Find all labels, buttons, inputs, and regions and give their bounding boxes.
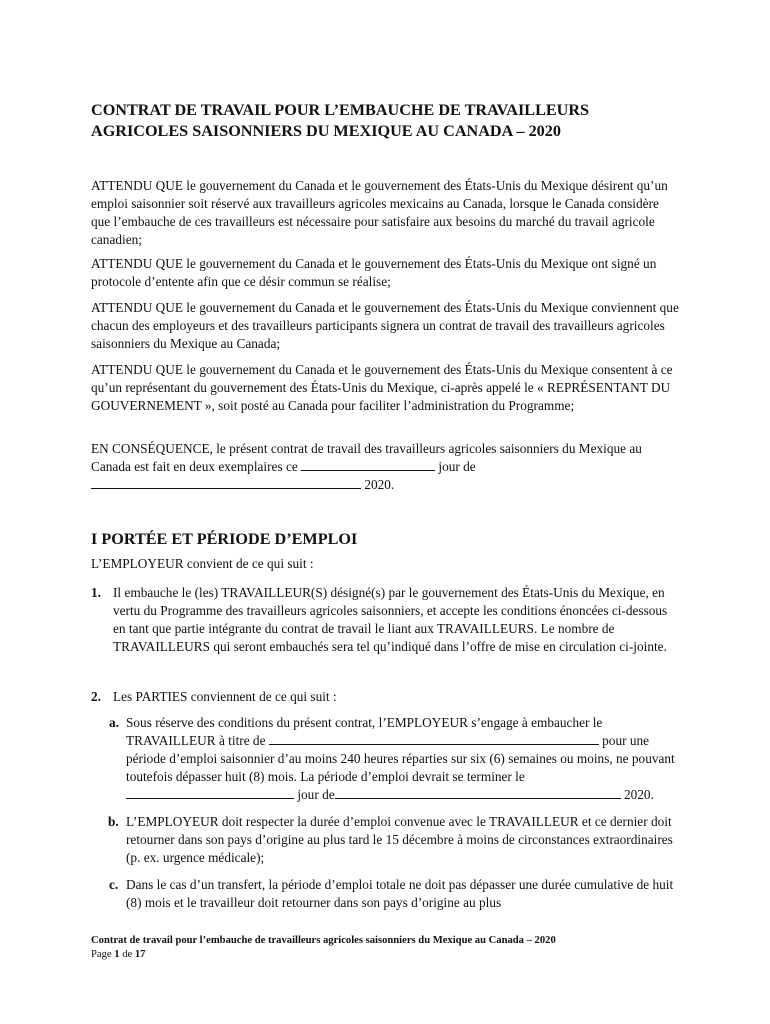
item-1-number: 1. [91,585,101,600]
item-b-letter: b. [108,814,119,829]
page-total: 17 [134,949,146,960]
item-1-text: Il embauche le (les) TRAVAILLEUR(S) désigné(s) par le gouvernement des États-Unis du Mexique, en vertu du Programme des travailleurs agricoles saisonniers, et accepte les conditions énoncées ci-dessous en tant que partie intégrante du contrat de travail le liant aux TRAVAILLEURS. Le nombre de TRAVAILLEURS qui seront embauchés sera tel qu’indiqué dans l’offre de mise en circulation ci-jointe. [113,585,668,654]
item-2-number: 2. [91,689,101,704]
blank-month-line [91,477,361,489]
blank-end-day-line [126,787,294,799]
preamble-paragraph-3: ATTENDU QUE le gouvernement du Canada et le gouvernement des États-Unis du Mexique conviennent que chacun des employeurs et des travailleurs participants signera un contrat de travail des travailleurs agricoles saisonniers du Mexique au Canada; [91,300,679,351]
page-number [91,948,691,962]
preamble-paragraph-1: ATTENDU QUE le gouvernement du Canada et le gouvernement des États-Unis du Mexique désirent qu’un emploi saisonnier soit réservé aux travailleurs agricoles mexicains au Canada, lorsque le Canada considère que l’embauche de ces travailleurs est nécessaire pour satisfaire aux besoins du marché du travail agricole canadien; [91,178,668,247]
preamble-5-text-c: 2020. [364,477,395,492]
of-word: de [122,949,133,960]
item-a-part-3: jour de [297,787,335,802]
item-a-part-4: 2020. [623,787,654,802]
item-a-text [126,714,686,804]
section-intro: L’EMPLOYEUR convient de ce qui suit : [91,556,314,571]
document-title [91,100,691,142]
blank-job-title-line [269,733,599,745]
title-line-1: CONTRAT DE TRAVAIL POUR L’EMBAUCHE DE TRAVAILLEURS [91,101,590,119]
preamble-paragraph-2: ATTENDU QUE le gouvernement du Canada et le gouvernement des États-Unis du Mexique ont signé un protocole d’entente afin que ce désir commun se réalise; [91,256,657,289]
item-a-letter: a. [109,715,119,730]
page-word: Page [91,949,112,960]
preamble-paragraph-4: ATTENDU QUE le gouvernement du Canada et le gouvernement des États-Unis du Mexique consentent à ce qu’un représentant du gouvernement des États-Unis du Mexique, ci-après appelé le « REPRÉSENTANT DU GOUVERNEMENT », soit posté au Canada pour faciliter l’administration du Programme; [91,362,673,413]
preamble-paragraph-5 [91,440,681,494]
blank-end-month-line [335,787,621,799]
item-b-text: L’EMPLOYEUR doit respecter la durée d’emploi convenue avec le TRAVAILLEUR et ce dernier doit retourner dans son pays d’origine au plus tard le 15 décembre à moins de circonstances extraordinaires (p. ex. urgence médicale); [126,814,673,865]
item-c-letter: c. [109,877,119,892]
section-heading: I PORTÉE ET PÉRIODE D’EMPLOI [91,530,358,548]
blank-day-line [301,459,435,471]
preamble-5-text-b: jour de [438,459,476,474]
preamble-5-text-a: EN CONSÉQUENCE, le présent contrat de travail des travailleurs agricoles saisonniers du Mexique au Canada est fait en deux exemplaires ce [91,441,642,474]
title-line-2: AGRICOLES SAISONNIERS DU MEXIQUE AU CANADA – 2020 [91,122,561,140]
item-a-part-2: pour une période d’emploi saisonnier d’au moins 240 heures réparties sur six (6) semaines ou moins, ne pouvant toutefois dépasser huit (8) mois. La période d’emploi devrait se terminer le [126,733,675,784]
footer-title: Contrat de travail pour l’embauche de travailleurs agricoles saisonniers du Mexique au Canada – 2020 [91,935,556,946]
item-2-text: Les PARTIES conviennent de ce qui suit : [113,689,337,704]
item-a-part-1: Sous réserve des conditions du présent contrat, l’EMPLOYEUR s’engage à embaucher le TRAVAILLEUR à titre de [126,715,603,748]
page-current: 1 [114,949,120,960]
page-footer [91,934,691,962]
item-c-text: Dans le cas d’un transfert, la période d’emploi totale ne doit pas dépasser une durée cumulative de huit (8) mois et le travailleur doit retourner dans son pays d’origine au plus [126,877,674,910]
